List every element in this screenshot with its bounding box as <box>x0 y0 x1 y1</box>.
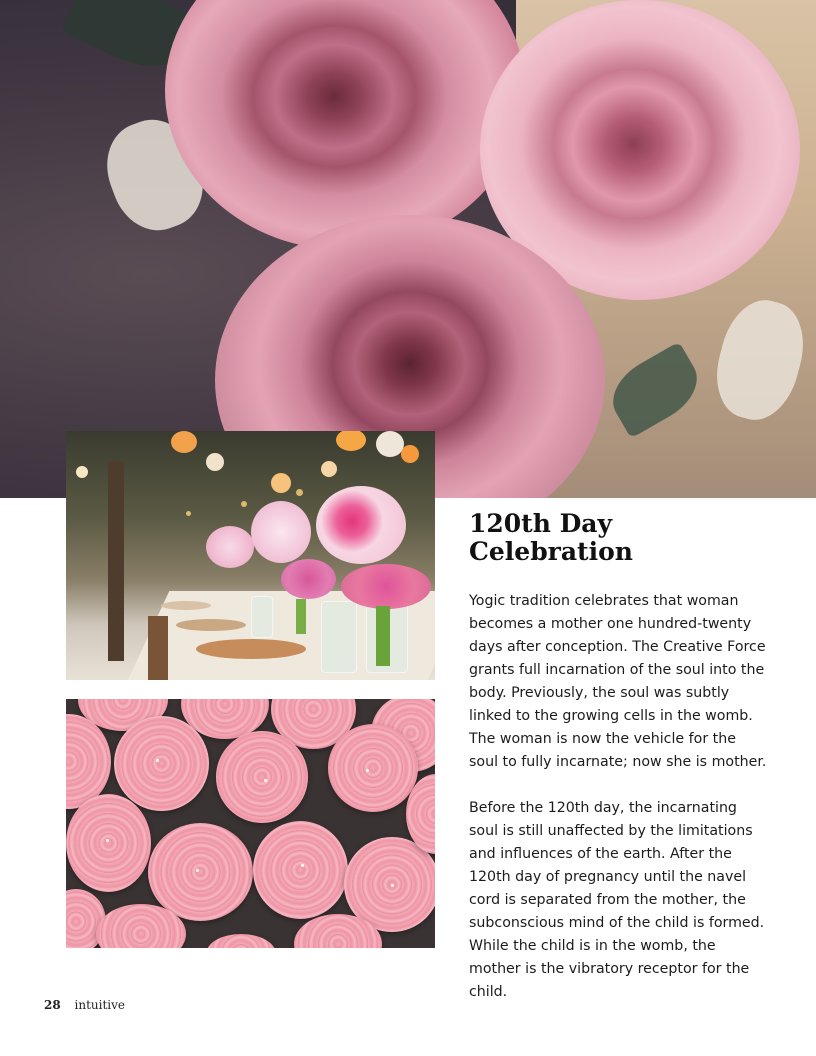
lantern <box>336 431 366 451</box>
vase <box>251 596 273 638</box>
article-title <box>469 510 789 566</box>
sprinkle <box>366 769 369 772</box>
lantern <box>171 431 197 453</box>
rose-bouquet <box>281 559 336 599</box>
cupcake <box>114 716 209 811</box>
page-footer <box>44 998 125 1012</box>
hero-roses-photo <box>0 0 816 498</box>
hydrangea-flowers <box>316 486 406 564</box>
table-edge <box>148 616 168 680</box>
tree-trunk <box>108 461 124 661</box>
lantern <box>206 453 224 471</box>
article-paragraph: Before the 120th day, the incarnating soul is still unaffected by the limitations and influences of the earth. After the 120th day of pregnancy until the navel cord is separated from the mother, the subconscious mind of the child is formed. While the child is in the womb, the mother is the vibratory receptor for the child. <box>469 800 765 1000</box>
plate <box>176 619 246 631</box>
page-number: 28 <box>44 998 61 1012</box>
publication-name: intuitive <box>74 998 126 1012</box>
article-title-line2: Celebration <box>469 537 633 566</box>
sprinkle <box>301 864 304 867</box>
article-body <box>469 590 769 1027</box>
rose-top-left <box>165 0 525 250</box>
lantern <box>401 445 419 463</box>
flower-stems <box>376 606 390 666</box>
bokeh-light <box>186 511 191 516</box>
plate <box>196 639 306 659</box>
cupcake <box>148 823 253 921</box>
cupcake <box>206 934 276 948</box>
rose-bouquet <box>341 564 431 609</box>
sprinkle <box>156 759 159 762</box>
flower-stems <box>296 599 306 634</box>
cupcakes-photo <box>66 699 435 948</box>
sprinkle <box>391 884 394 887</box>
sprinkle <box>106 839 109 842</box>
sprinkle <box>196 869 199 872</box>
vase <box>321 601 357 673</box>
article-paragraph: Yogic tradition celebrates that woman becomes a mother one hundred-twenty days after conception. The Creative Force grants full incarnation of the soul into the body. Previously, the soul was subtly linked to the growing cells in the womb. The woman is now the vehicle for the soul to fully incarnate; now she is mother. <box>469 593 767 770</box>
table-setting-photo <box>66 431 435 680</box>
cupcake <box>66 794 151 892</box>
lantern <box>76 466 88 478</box>
article-title-line1: 120th Day <box>469 509 613 538</box>
bokeh-light <box>241 501 247 507</box>
hydrangea-flowers <box>206 526 254 568</box>
cupcake <box>216 731 308 823</box>
lantern <box>376 431 404 457</box>
cupcake <box>328 724 418 812</box>
hydrangea-flowers <box>251 501 311 563</box>
bokeh-light <box>296 489 303 496</box>
cupcake <box>253 821 348 919</box>
plate <box>161 601 211 610</box>
lantern <box>321 461 337 477</box>
lantern <box>271 473 291 493</box>
sprinkle <box>264 779 267 782</box>
